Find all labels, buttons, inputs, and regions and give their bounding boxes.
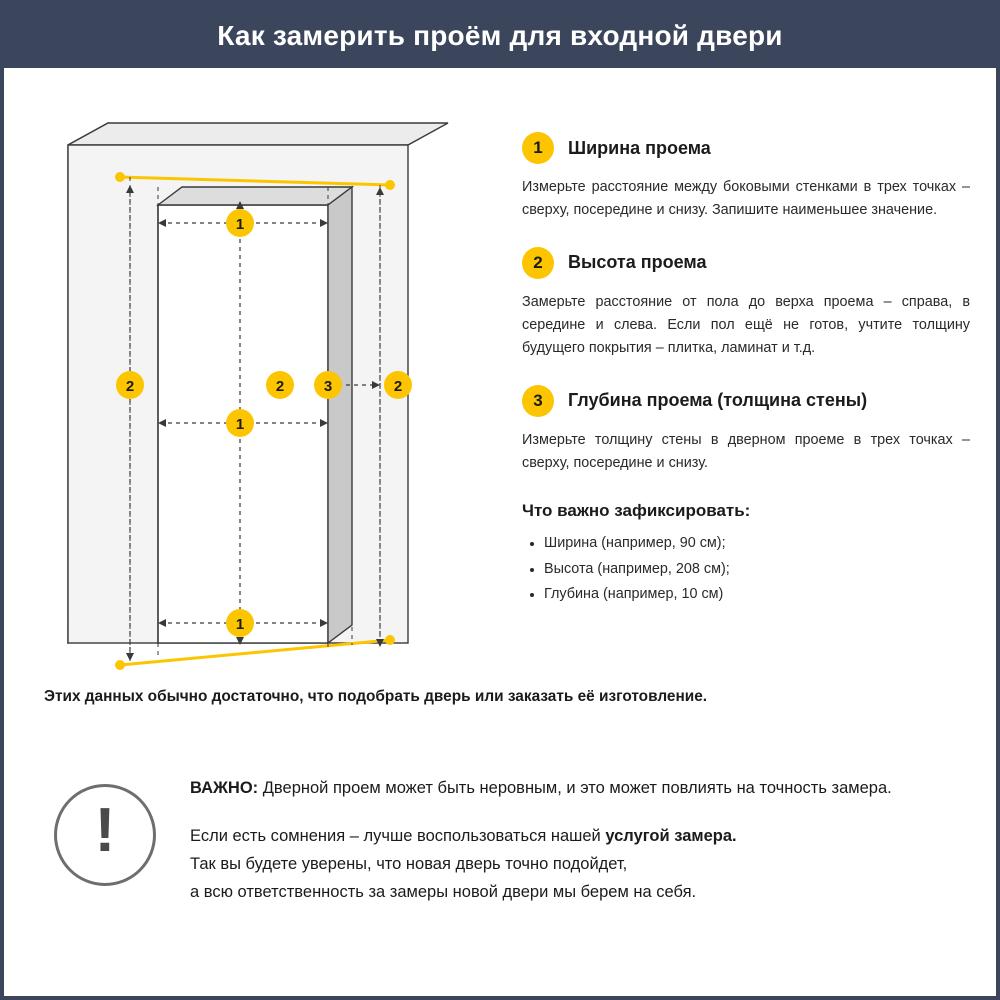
step-3-head xyxy=(522,385,970,417)
step-item-3 xyxy=(522,385,970,476)
step-2-head xyxy=(522,247,970,279)
svg-text:2: 2 xyxy=(275,378,285,395)
page-header xyxy=(4,4,996,68)
step-3-badge: 3 xyxy=(522,385,554,417)
important-sentence-2c: а всю ответственность за замеры новой двери мы берем на себя. xyxy=(190,883,697,902)
important-paragraph-1 xyxy=(190,774,892,802)
list-item: • Ширина (например, 90 см); xyxy=(544,531,970,556)
step-1-head xyxy=(522,132,970,164)
svg-text:2: 2 xyxy=(125,378,135,395)
exclamation-glyph: ! xyxy=(94,796,116,865)
step-1-title: Ширина проема xyxy=(568,137,711,158)
fix-list xyxy=(522,531,970,607)
steps-list xyxy=(522,132,970,607)
step-item-2 xyxy=(522,247,970,361)
important-label: ВАЖНО: xyxy=(190,779,259,797)
fix-list-title: Что важно зафиксировать: xyxy=(522,501,751,521)
important-paragraph-2 xyxy=(190,822,892,906)
important-block xyxy=(44,768,964,906)
svg-text:1: 1 xyxy=(235,416,245,433)
step-1-text: Измерьте расстояние между боковыми стенками в трех точках – сверху, посередине и снизу. Запишите наименьшее значение. xyxy=(522,179,970,219)
svg-text:1: 1 xyxy=(235,616,245,633)
page-title: Как замерить проём для входной двери xyxy=(217,20,783,51)
list-item: • Глубина (например, 10 см) xyxy=(544,582,970,607)
summary-text: Этих данных обычно достаточно, что подобрать дверь или заказать её изготовление. xyxy=(44,688,708,705)
important-text xyxy=(190,768,892,906)
exclamation-icon xyxy=(54,784,156,886)
list-item: • Высота (например, 208 см); xyxy=(544,557,970,582)
step-2-text: Замерьте расстояние от пола до верха проема – справа, в середине и слева. Если пол ещё не готов, учтите толщину будущего покрытия – плитка, ламинат и т.д. xyxy=(522,293,970,357)
door-opening-measurement-diagram xyxy=(40,95,490,675)
svg-text:1: 1 xyxy=(235,216,245,233)
step-2-badge: 2 xyxy=(522,247,554,279)
step-3-text: Измерьте толщину стены в дверном проеме в трех точках – сверху, посередине и снизу. xyxy=(522,431,970,471)
step-item-1 xyxy=(522,132,970,223)
important-sentence-2b: Так вы будете уверены, что новая дверь точно подойдет, xyxy=(190,855,628,874)
svg-text:3: 3 xyxy=(323,378,333,395)
measurement-service-emphasis: услугой замера. xyxy=(605,827,737,846)
step-3-title: Глубина проема (толщина стены) xyxy=(568,390,868,411)
important-sentence-2a: Если есть сомнения – лучше воспользоваться нашей xyxy=(190,827,606,846)
important-sentence-1: Дверной проем может быть неровным, и это может повлиять на точность замера. xyxy=(258,779,892,797)
svg-text:2: 2 xyxy=(393,378,403,395)
step-1-badge: 1 xyxy=(522,132,554,164)
step-2-title: Высота проема xyxy=(568,252,707,273)
